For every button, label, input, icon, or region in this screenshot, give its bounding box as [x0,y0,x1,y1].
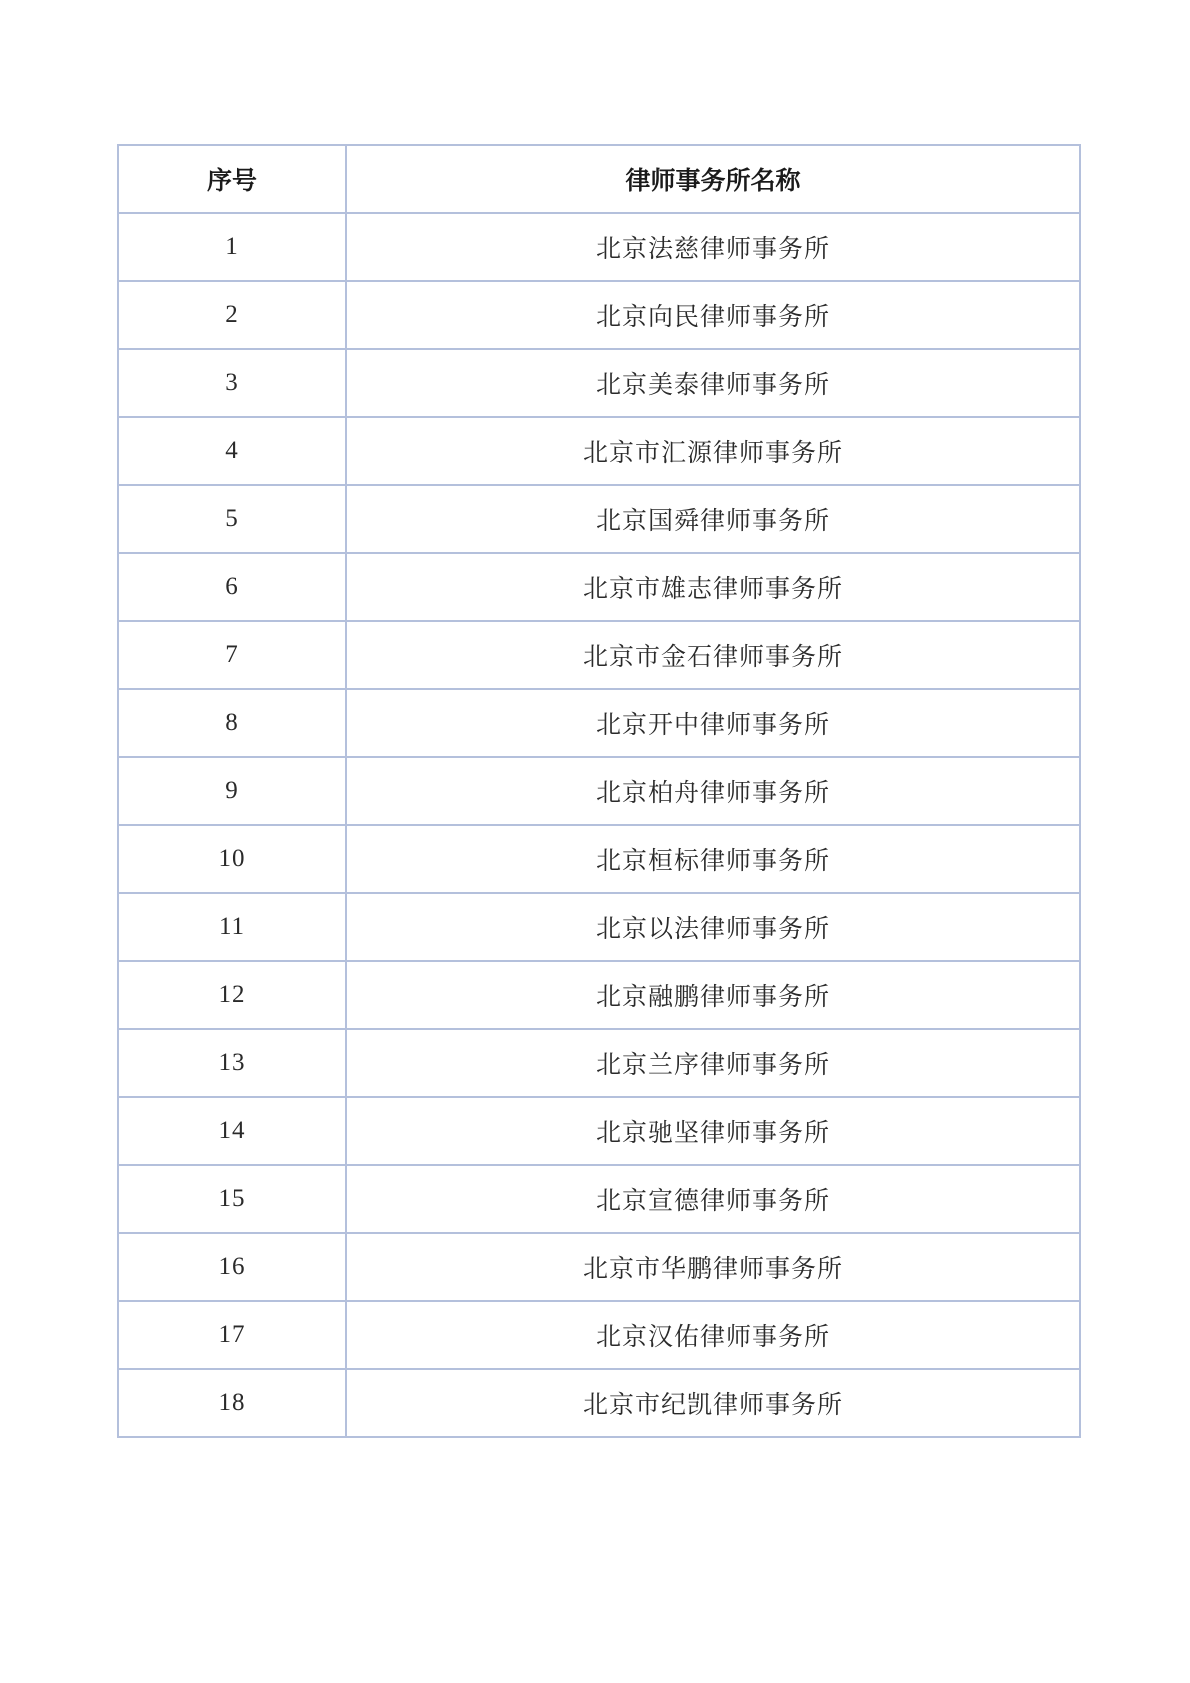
table-row [118,485,1080,553]
table-row [118,553,1080,621]
table-row [118,621,1080,689]
row-firm-name: 北京桓标律师事务所 [346,825,1080,893]
row-index: 6 [118,553,346,621]
table-body [118,213,1080,1437]
table-row [118,1165,1080,1233]
row-firm-name: 北京法慈律师事务所 [346,213,1080,281]
table-row [118,417,1080,485]
table-row [118,1369,1080,1437]
row-index: 10 [118,825,346,893]
table-row [118,825,1080,893]
row-index: 16 [118,1233,346,1301]
row-firm-name: 北京市纪凯律师事务所 [346,1369,1080,1437]
row-firm-name: 北京向民律师事务所 [346,281,1080,349]
row-index: 18 [118,1369,346,1437]
row-firm-name: 北京柏舟律师事务所 [346,757,1080,825]
row-index: 2 [118,281,346,349]
row-index: 3 [118,349,346,417]
row-firm-name: 北京兰序律师事务所 [346,1029,1080,1097]
table-row [118,1097,1080,1165]
row-firm-name: 北京市金石律师事务所 [346,621,1080,689]
table-row [118,893,1080,961]
table-row [118,1233,1080,1301]
row-firm-name: 北京国舜律师事务所 [346,485,1080,553]
row-index: 12 [118,961,346,1029]
row-index: 14 [118,1097,346,1165]
row-index: 5 [118,485,346,553]
row-firm-name: 北京以法律师事务所 [346,893,1080,961]
header-firm-name: 律师事务所名称 [346,145,1080,213]
row-firm-name: 北京融鹏律师事务所 [346,961,1080,1029]
row-index: 17 [118,1301,346,1369]
table-row [118,281,1080,349]
header-index: 序号 [118,145,346,213]
row-index: 1 [118,213,346,281]
row-firm-name: 北京驰坚律师事务所 [346,1097,1080,1165]
row-firm-name: 北京汉佑律师事务所 [346,1301,1080,1369]
table-row [118,757,1080,825]
row-firm-name: 北京宣德律师事务所 [346,1165,1080,1233]
row-firm-name: 北京美泰律师事务所 [346,349,1080,417]
table-row [118,349,1080,417]
row-index: 4 [118,417,346,485]
row-firm-name: 北京市华鹏律师事务所 [346,1233,1080,1301]
row-index: 9 [118,757,346,825]
table-row [118,213,1080,281]
table-row [118,1301,1080,1369]
row-index: 11 [118,893,346,961]
row-firm-name: 北京市雄志律师事务所 [346,553,1080,621]
row-index: 15 [118,1165,346,1233]
row-index: 13 [118,1029,346,1097]
row-firm-name: 北京市汇源律师事务所 [346,417,1080,485]
table-header [118,145,1080,213]
row-firm-name: 北京开中律师事务所 [346,689,1080,757]
row-index: 8 [118,689,346,757]
table-row [118,689,1080,757]
row-index: 7 [118,621,346,689]
law-firm-table [117,144,1081,1438]
table-row [118,961,1080,1029]
header-row [118,145,1080,213]
table-row [118,1029,1080,1097]
